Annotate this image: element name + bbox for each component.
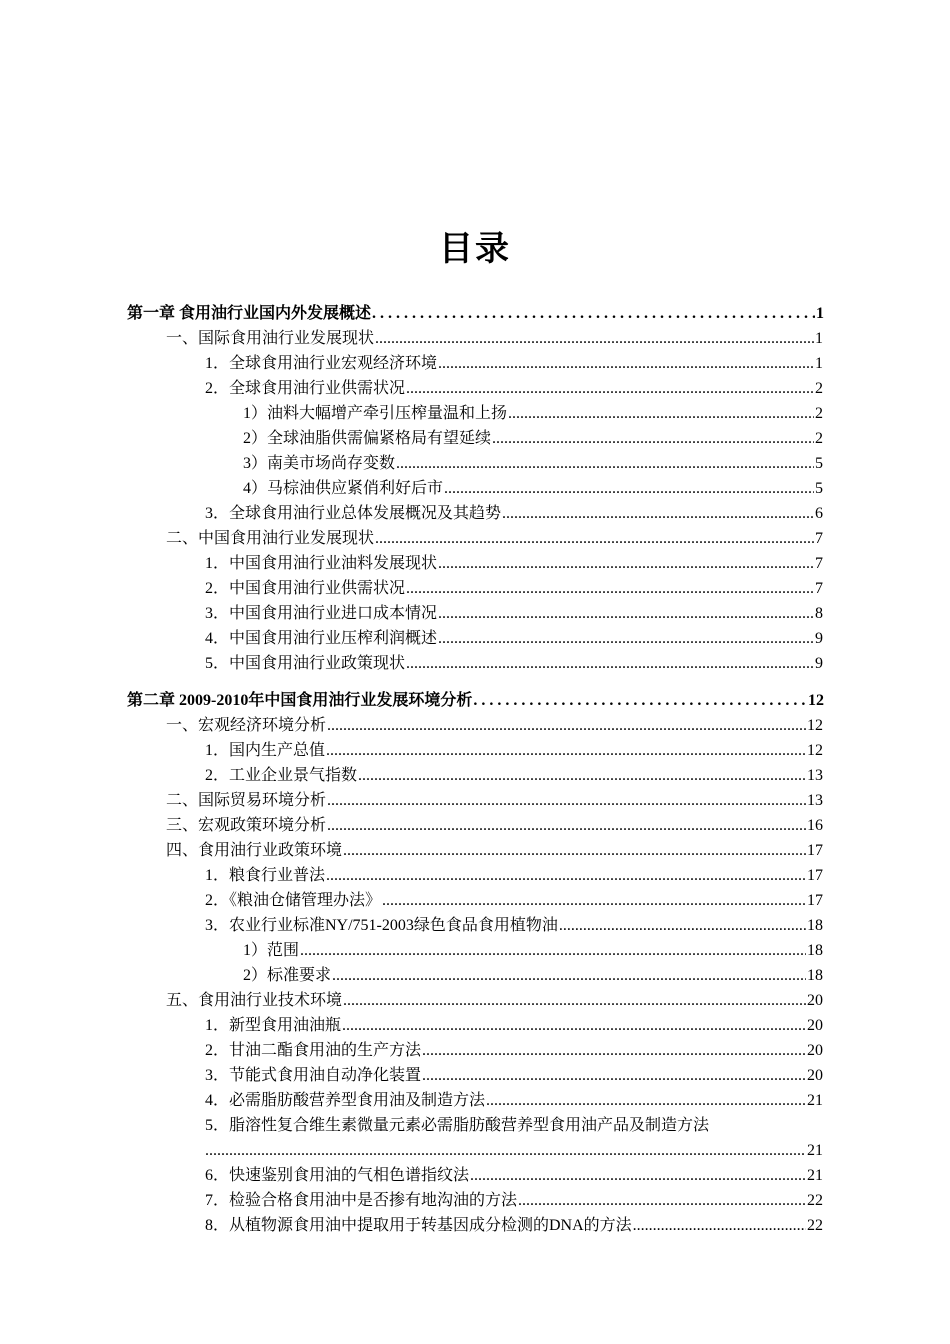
dot-leader [326, 863, 806, 888]
dot-leader [343, 838, 806, 863]
toc-entry-label: 二、国际贸易环境分析 [166, 792, 327, 809]
toc-entry-label: 6．快速鉴别食用油的气相色谱指纹法 [205, 1167, 470, 1184]
toc-entry-label: 一、宏观经济环境分析 [166, 717, 327, 734]
toc-page-number: 18 [807, 917, 823, 934]
dot-leader [372, 301, 815, 326]
toc-page-number: 12 [808, 692, 824, 709]
toc-entry-label: 四、食用油行业政策环境 [166, 842, 343, 859]
toc-page-number: 5 [815, 480, 823, 497]
toc-entry-label: 1．全球食用油行业宏观经济环境 [205, 355, 438, 372]
dot-leader [422, 1038, 806, 1063]
toc-page-number: 1 [816, 305, 824, 322]
toc-entry[interactable] [205, 863, 823, 888]
dot-leader [327, 713, 806, 738]
toc-entry[interactable] [166, 988, 823, 1013]
toc-entry-label: 2．全球食用油行业供需状况 [205, 380, 406, 397]
toc-page-number: 12 [807, 742, 823, 759]
toc-entry-label: 三、宏观政策环境分析 [166, 817, 327, 834]
dot-leader [438, 626, 814, 651]
toc-page-number: 9 [815, 655, 823, 672]
toc-entry[interactable] [205, 1063, 823, 1088]
toc-entry[interactable] [205, 888, 823, 913]
toc-entry[interactable] [205, 763, 823, 788]
dot-leader [406, 651, 814, 676]
toc-entry-label: 1．国内生产总值 [205, 742, 326, 759]
toc-entry-label: 1．粮食行业普法 [205, 867, 326, 884]
toc-entry-label: 五、食用油行业技术环境 [166, 992, 343, 1009]
toc-chapter-2[interactable] [127, 688, 824, 713]
toc-page-number: 12 [807, 717, 823, 734]
toc-entry[interactable] [205, 626, 823, 651]
toc-entry[interactable] [166, 813, 823, 838]
toc-entry[interactable] [205, 1213, 823, 1238]
toc-entry[interactable] [243, 938, 823, 963]
toc-entry-label: 4．中国食用油行业压榨利润概述 [205, 630, 438, 647]
toc-entry[interactable] [166, 526, 823, 551]
toc-entry-continuation[interactable] [205, 1138, 823, 1163]
dot-leader [326, 738, 806, 763]
toc-entry-label: 2．《粮油仓储管理办法》 [205, 892, 382, 909]
toc-page-number: 13 [807, 767, 823, 784]
toc-entry-label: 二、中国食用油行业发展现状 [166, 530, 375, 547]
dot-leader [396, 451, 814, 476]
toc-page-number: 17 [807, 892, 823, 909]
toc-entry[interactable] [205, 501, 823, 526]
dot-leader [375, 326, 814, 351]
dot-leader [438, 551, 814, 576]
toc-entry-label: 1．中国食用油行业油料发展现状 [205, 555, 438, 572]
toc-page-number: 20 [807, 1017, 823, 1034]
toc-entry[interactable] [166, 788, 823, 813]
toc-page-number: 13 [807, 792, 823, 809]
dot-leader [559, 913, 806, 938]
toc-entry[interactable] [243, 401, 823, 426]
toc-page-number: 1 [815, 330, 823, 347]
toc-entry-label: 2．中国食用油行业供需状况 [205, 580, 406, 597]
dot-leader [205, 1138, 806, 1163]
dot-leader [518, 1188, 806, 1213]
toc-page-number: 17 [807, 867, 823, 884]
toc-entry[interactable] [205, 651, 823, 676]
toc-entry-label: 5．中国食用油行业政策现状 [205, 655, 406, 672]
toc-entry[interactable] [205, 1188, 823, 1213]
toc-page-number: 21 [807, 1167, 823, 1184]
page-title: 目录 [439, 231, 511, 268]
dot-leader [444, 476, 814, 501]
dot-leader [502, 501, 814, 526]
toc-page-number: 17 [807, 842, 823, 859]
dot-leader [486, 1088, 806, 1113]
toc-entry-label: 2）标准要求 [243, 967, 332, 984]
toc-chapter-1[interactable] [127, 301, 824, 326]
toc-entry-label: 1）范围 [243, 942, 300, 959]
toc-page-number: 7 [815, 580, 823, 597]
dot-leader [422, 1063, 806, 1088]
toc-page-number: 2 [815, 405, 823, 422]
toc-entry[interactable] [205, 738, 823, 763]
dot-leader [327, 788, 806, 813]
toc-entry[interactable] [205, 551, 823, 576]
dot-leader [508, 401, 814, 426]
toc-entry-wrapped[interactable] [205, 1113, 823, 1138]
toc-entry-label: 4）马棕油供应紧俏利好后市 [243, 480, 444, 497]
dot-leader [375, 526, 814, 551]
toc-chapter-label: 第一章 食用油行业国内外发展概述 [127, 305, 372, 322]
toc-page-number: 8 [815, 605, 823, 622]
toc-entry-label: 1．新型食用油油瓶 [205, 1017, 342, 1034]
toc-page-number: 21 [807, 1092, 823, 1109]
dot-leader [492, 426, 814, 451]
toc-page-number: 20 [807, 992, 823, 1009]
toc-entry[interactable] [205, 351, 823, 376]
toc-entry[interactable] [205, 1163, 823, 1188]
dot-leader [358, 763, 806, 788]
toc-entry[interactable] [205, 1013, 823, 1038]
toc-entry[interactable] [166, 713, 823, 738]
toc-page-number: 22 [807, 1217, 823, 1234]
toc-entry-label: 8．从植物源食用油中提取用于转基因成分检测的DNA的方法 [205, 1217, 632, 1234]
dot-leader [300, 938, 806, 963]
dot-leader [438, 351, 814, 376]
dot-leader [342, 1013, 806, 1038]
toc-page-number: 2 [815, 430, 823, 447]
toc-entry[interactable] [205, 576, 823, 601]
toc-entry[interactable] [205, 1088, 823, 1113]
toc-page-number: 1 [815, 355, 823, 372]
toc-entry-label: 一、国际食用油行业发展现状 [166, 330, 375, 347]
toc-page-number: 21 [807, 1142, 823, 1159]
toc-page-number: 18 [807, 967, 823, 984]
toc-page-number: 7 [815, 555, 823, 572]
toc-page-number: 9 [815, 630, 823, 647]
toc-page-number: 6 [815, 505, 823, 522]
toc-page-number: 20 [807, 1042, 823, 1059]
dot-leader [332, 963, 806, 988]
dot-leader [470, 1163, 806, 1188]
dot-leader [406, 376, 814, 401]
toc-page-number: 7 [815, 530, 823, 547]
toc-entry-label: 2．甘油二酯食用油的生产方法 [205, 1042, 422, 1059]
toc-page-number: 18 [807, 942, 823, 959]
toc-entry[interactable] [205, 1038, 823, 1063]
toc-entry-label: 3．农业行业标准NY/751-2003绿色食品食用植物油 [205, 917, 558, 934]
toc-entry-label: 3．节能式食用油自动净化装置 [205, 1067, 422, 1084]
toc-entry[interactable] [205, 913, 823, 938]
toc-page-number: 2 [815, 380, 823, 397]
toc-entry[interactable] [243, 426, 823, 451]
toc-entry-label: 3）南美市场尚存变数 [243, 455, 396, 472]
toc-entry-label: 2．工业企业景气指数 [205, 767, 358, 784]
dot-leader [633, 1213, 806, 1238]
toc-entry-label: 4．必需脂肪酸营养型食用油及制造方法 [205, 1092, 486, 1109]
toc-entry-label: 2）全球油脂供需偏紧格局有望延续 [243, 430, 492, 447]
dot-leader [382, 888, 806, 913]
toc-entry-label: 5．脂溶性复合维生素微量元素必需脂肪酸营养型食用油产品及制造方法 [205, 1117, 710, 1134]
toc-entry-label: 1）油料大幅增产牵引压榨量温和上扬 [243, 405, 508, 422]
toc-entry-label: 7．检验合格食用油中是否掺有地沟油的方法 [205, 1192, 518, 1209]
toc-page-number: 5 [815, 455, 823, 472]
dot-leader [473, 688, 807, 713]
toc-chapter-label: 第二章 2009-2010年中国食用油行业发展环境分析 [127, 692, 473, 709]
dot-leader [327, 813, 806, 838]
toc-entry[interactable] [243, 963, 823, 988]
dot-leader [343, 988, 806, 1013]
toc-page-number: 16 [807, 817, 823, 834]
dot-leader [438, 601, 814, 626]
dot-leader [406, 576, 814, 601]
toc-entry-label: 3．中国食用油行业进口成本情况 [205, 605, 438, 622]
toc-page-number: 22 [807, 1192, 823, 1209]
toc-entry[interactable] [166, 838, 823, 863]
toc-entry[interactable] [243, 476, 823, 501]
toc-page-number: 20 [807, 1067, 823, 1084]
toc-entry[interactable] [205, 601, 823, 626]
toc-entry[interactable] [166, 326, 823, 351]
toc-entry-label: 3．全球食用油行业总体发展概况及其趋势 [205, 505, 502, 522]
toc-entry[interactable] [205, 376, 823, 401]
toc-entry[interactable] [243, 451, 823, 476]
